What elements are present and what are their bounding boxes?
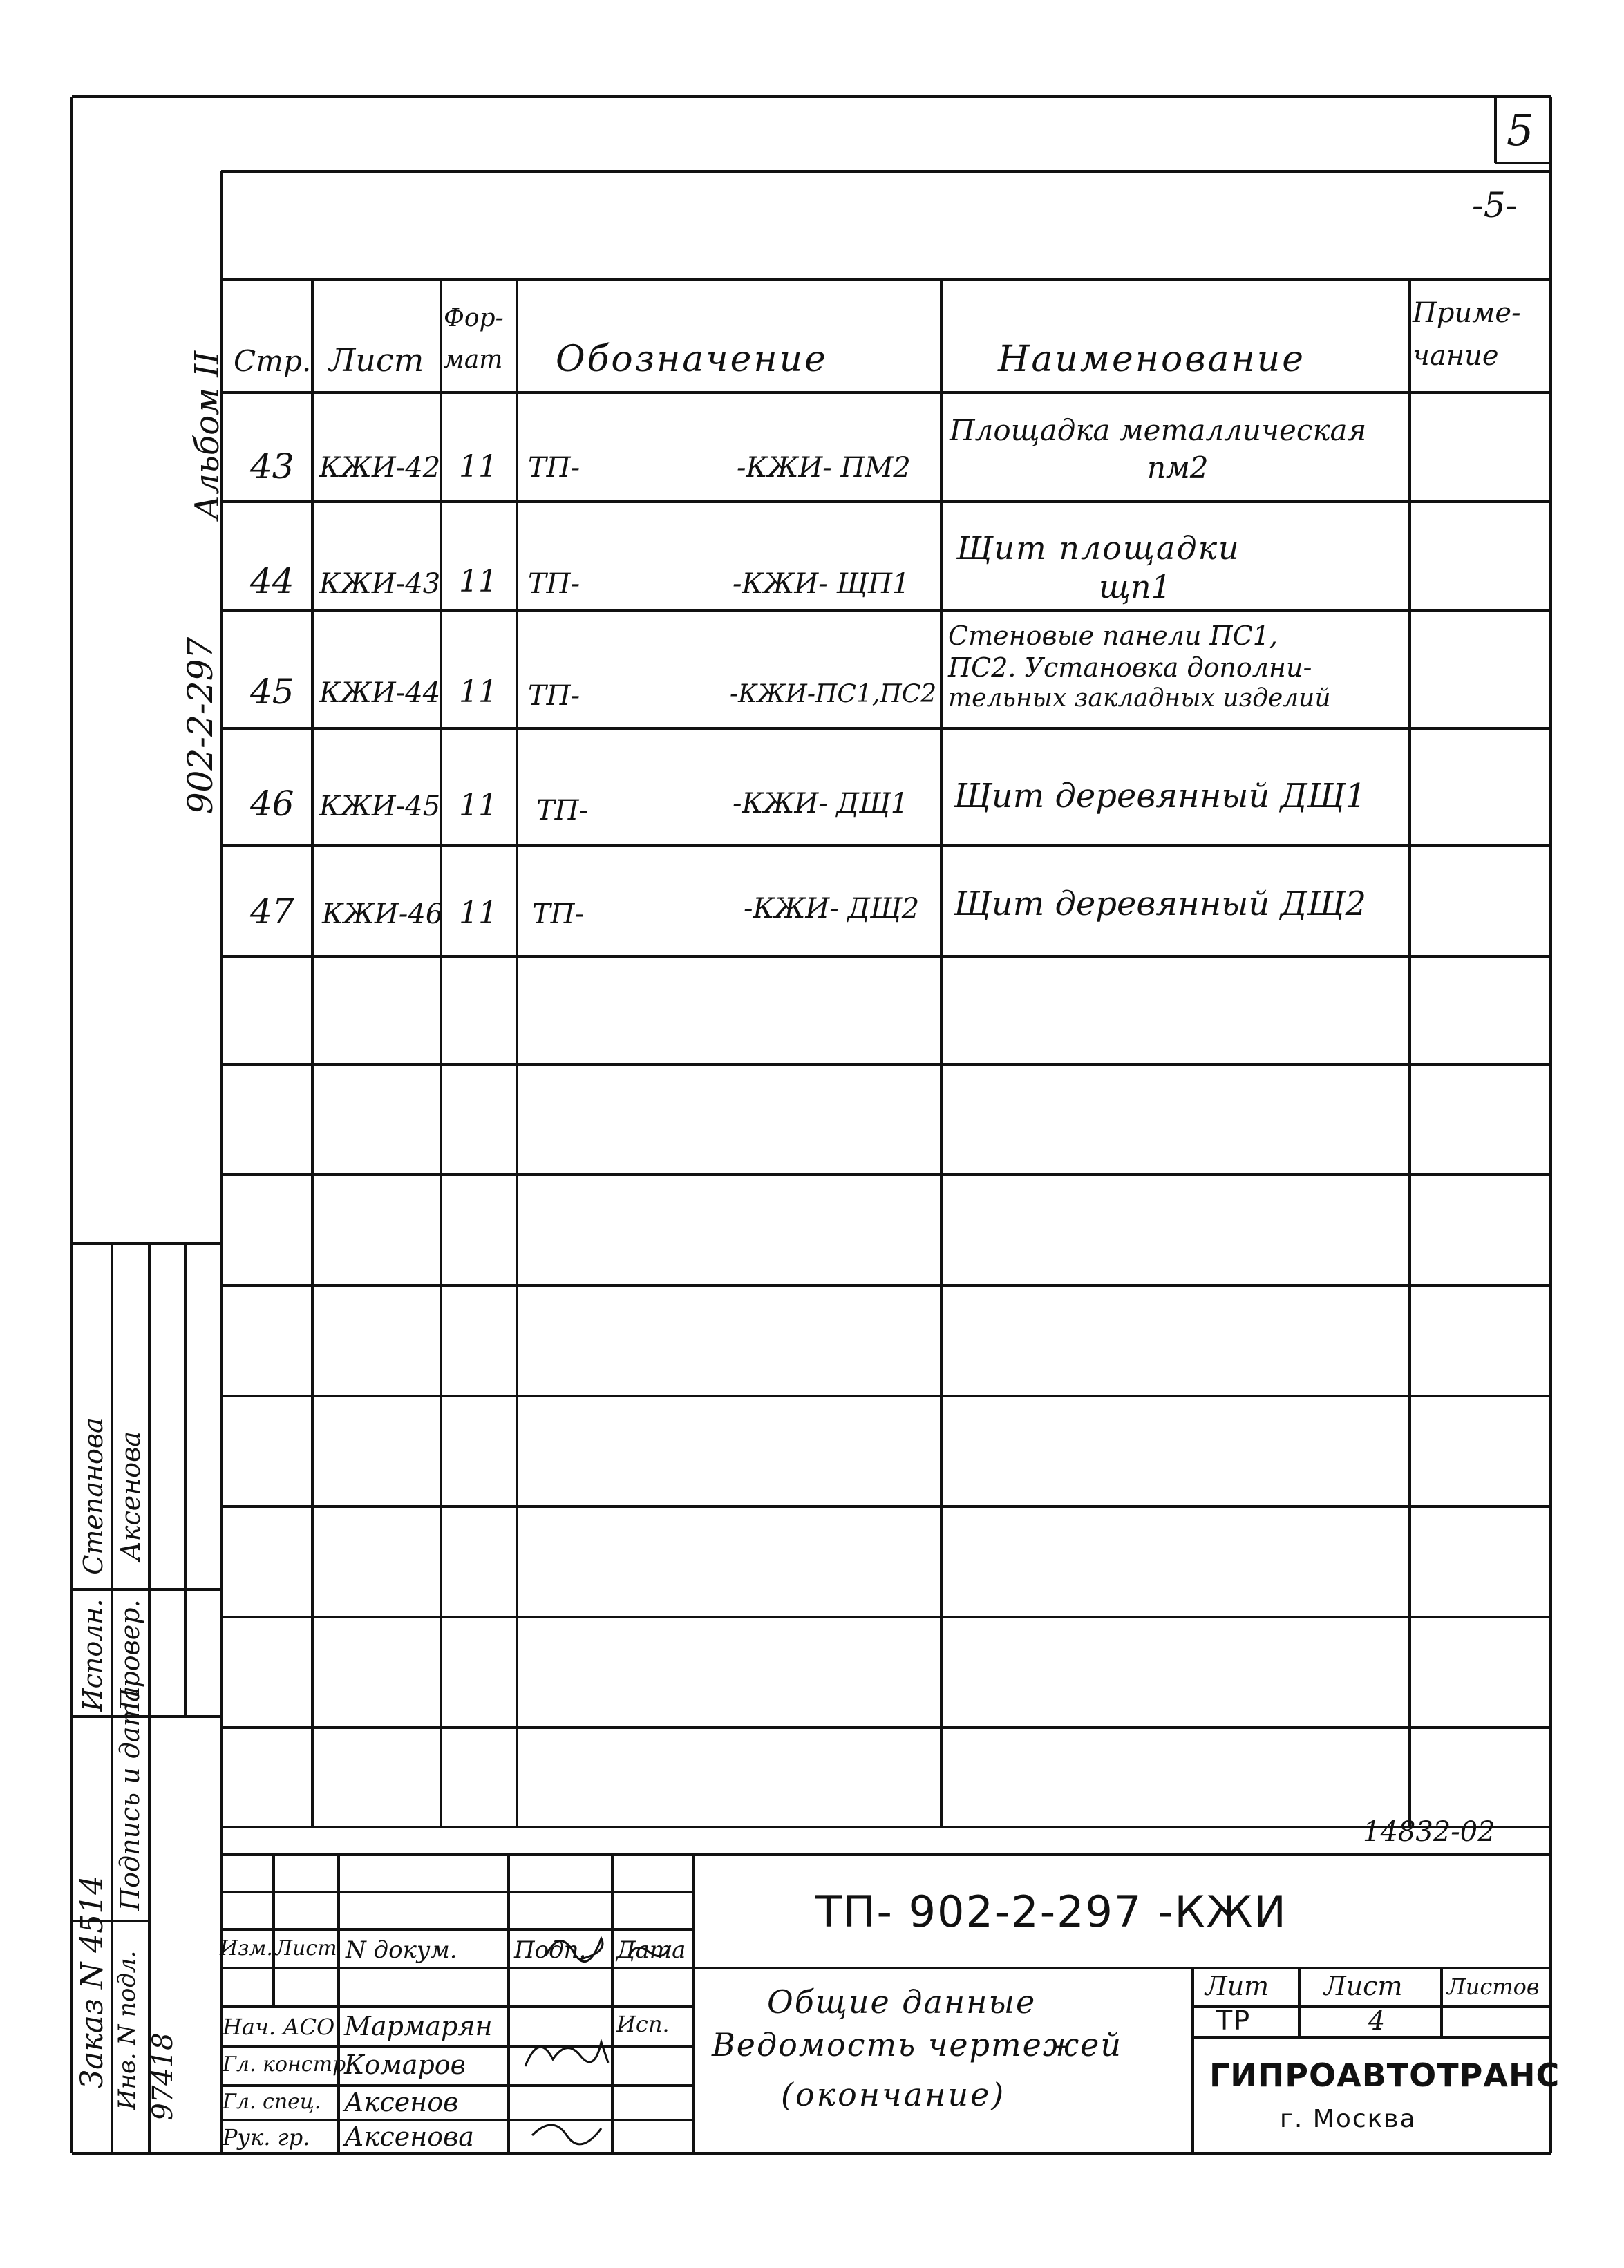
header-designation: Обозначение (556, 339, 828, 380)
header-format-2: мат (444, 346, 503, 374)
header-sheet: Лист (329, 341, 424, 379)
stamp-role: Гл. спец. (223, 2090, 321, 2114)
stamp-title-3: (окончание) (781, 2076, 1006, 2113)
table-row-format: 11 (459, 788, 498, 823)
stamp-lit-value: ТР (1216, 2005, 1252, 2036)
header-note-2: чание (1413, 340, 1499, 372)
checker-name: Аксенова (115, 1431, 146, 1561)
table-row-name: Стеновые панели ПС1, (948, 621, 1278, 651)
inventory-label: Инв. N подл. (113, 1950, 141, 2110)
order-number: Заказ N 4514 (75, 1875, 110, 2089)
stamp-col-date: Дата (616, 1936, 686, 1964)
table-row-page: 46 (250, 784, 294, 824)
table-row-page: 45 (250, 672, 294, 712)
table-row-name: Щит деревянный ДЩ2 (954, 885, 1366, 923)
table-row-format: 11 (459, 564, 498, 599)
table-row-designation-prefix: ТП- (536, 795, 589, 826)
table-row-designation-prefix: ТП- (528, 452, 580, 484)
stamp-col-doc: N докум. (346, 1936, 457, 1964)
stamp-designation: ТП- 902-2-297 -КЖИ (815, 1887, 1287, 1937)
table-row-designation-suffix: -КЖИ- ЩП1 (733, 568, 910, 600)
table-row-sheet: КЖИ-42 (319, 452, 441, 484)
stamp-sheets-label: Листов (1447, 1974, 1540, 2000)
stamp-role: Рук. гр. (223, 2124, 310, 2151)
header-name: Наименование (998, 339, 1306, 380)
organization-city: г. Москва (1280, 2105, 1417, 2133)
album-label: Альбом II (188, 350, 227, 520)
table-row-sheet: КЖИ-46 (322, 898, 444, 930)
table-row-format: 11 (459, 896, 498, 931)
stamp-person: Мармарян (344, 2011, 493, 2041)
stamp-person: Аксенова (344, 2121, 474, 2152)
stamp-sheet-label: Лист (1324, 1971, 1403, 2001)
table-row-sheet: КЖИ-44 (319, 677, 441, 709)
stamp-person: Аксенов (344, 2087, 459, 2117)
stamp-col-sign: Подп. (514, 1936, 587, 1964)
table-row-designation-suffix: -КЖИ- ДЩ2 (744, 893, 920, 925)
table-row-designation-prefix: ТП- (528, 568, 580, 600)
table-row-sheet: КЖИ-43 (319, 568, 441, 600)
stamp-sheet-value: 4 (1368, 2005, 1386, 2036)
table-row-designation-suffix: -КЖИ-ПС1,ПС2 (730, 680, 937, 708)
header-note-1: Приме- (1413, 297, 1521, 329)
stamp-date-mark: Исп. (616, 2011, 670, 2037)
stamp-title-2: Ведомость чертежей (712, 2026, 1123, 2063)
table-row-name: тельных закладных изделий (948, 684, 1331, 712)
table-row-sheet: КЖИ-45 (319, 791, 441, 822)
project-number-side: 902-2-297 (180, 636, 220, 815)
table-row-name: Щит площадки (956, 529, 1240, 567)
table-row-page: 43 (250, 446, 294, 486)
table-row-name: Щит деревянный ДЩ1 (954, 777, 1366, 815)
table-row-designation-prefix: ТП- (532, 898, 585, 930)
table-row-name: ПС2. Установка дополни- (948, 652, 1312, 683)
table-row-designation-suffix: -КЖИ- ДЩ1 (733, 788, 909, 820)
organization-name: ГИПРОАВТОТРАНС (1209, 2057, 1560, 2094)
executor-name: Степанова (78, 1417, 108, 1575)
table-row-designation-prefix: ТП- (528, 680, 580, 712)
checker-role: Провер. (115, 1599, 145, 1711)
stamp-col-change: Изм. (220, 1936, 273, 1960)
stamp-title-1: Общие данные (767, 1983, 1037, 2021)
document-code: 14832-02 (1363, 1816, 1495, 1848)
sign-date-label: Подпись и дата (115, 1685, 145, 1911)
stamp-role: Нач. АСО (223, 2014, 335, 2040)
table-row-page: 44 (250, 561, 294, 601)
table-row-designation-suffix: -КЖИ- ПМ2 (737, 452, 911, 484)
stamp-person: Комаров (344, 2050, 466, 2080)
executor-role: Исполн. (77, 1598, 108, 1712)
table-row-page: 47 (250, 891, 294, 932)
table-row-format: 11 (459, 674, 498, 710)
table-row-name: пм2 (1147, 451, 1209, 484)
page-marker: -5- (1472, 185, 1518, 225)
table-row-format: 11 (459, 449, 498, 484)
sheet-number: 5 (1507, 105, 1534, 155)
stamp-lit-label: Лит (1205, 1971, 1269, 2001)
table-row-name: Площадка металлическая (950, 413, 1367, 447)
stamp-role: Гл. констр. (223, 2052, 352, 2077)
inventory-number: 97418 (147, 2032, 179, 2121)
stamp-col-sheet: Лист (275, 1936, 337, 1960)
table-row-name: щп1 (1099, 568, 1171, 605)
header-format-1: Фор- (444, 304, 504, 332)
header-page: Стр. (234, 344, 312, 378)
